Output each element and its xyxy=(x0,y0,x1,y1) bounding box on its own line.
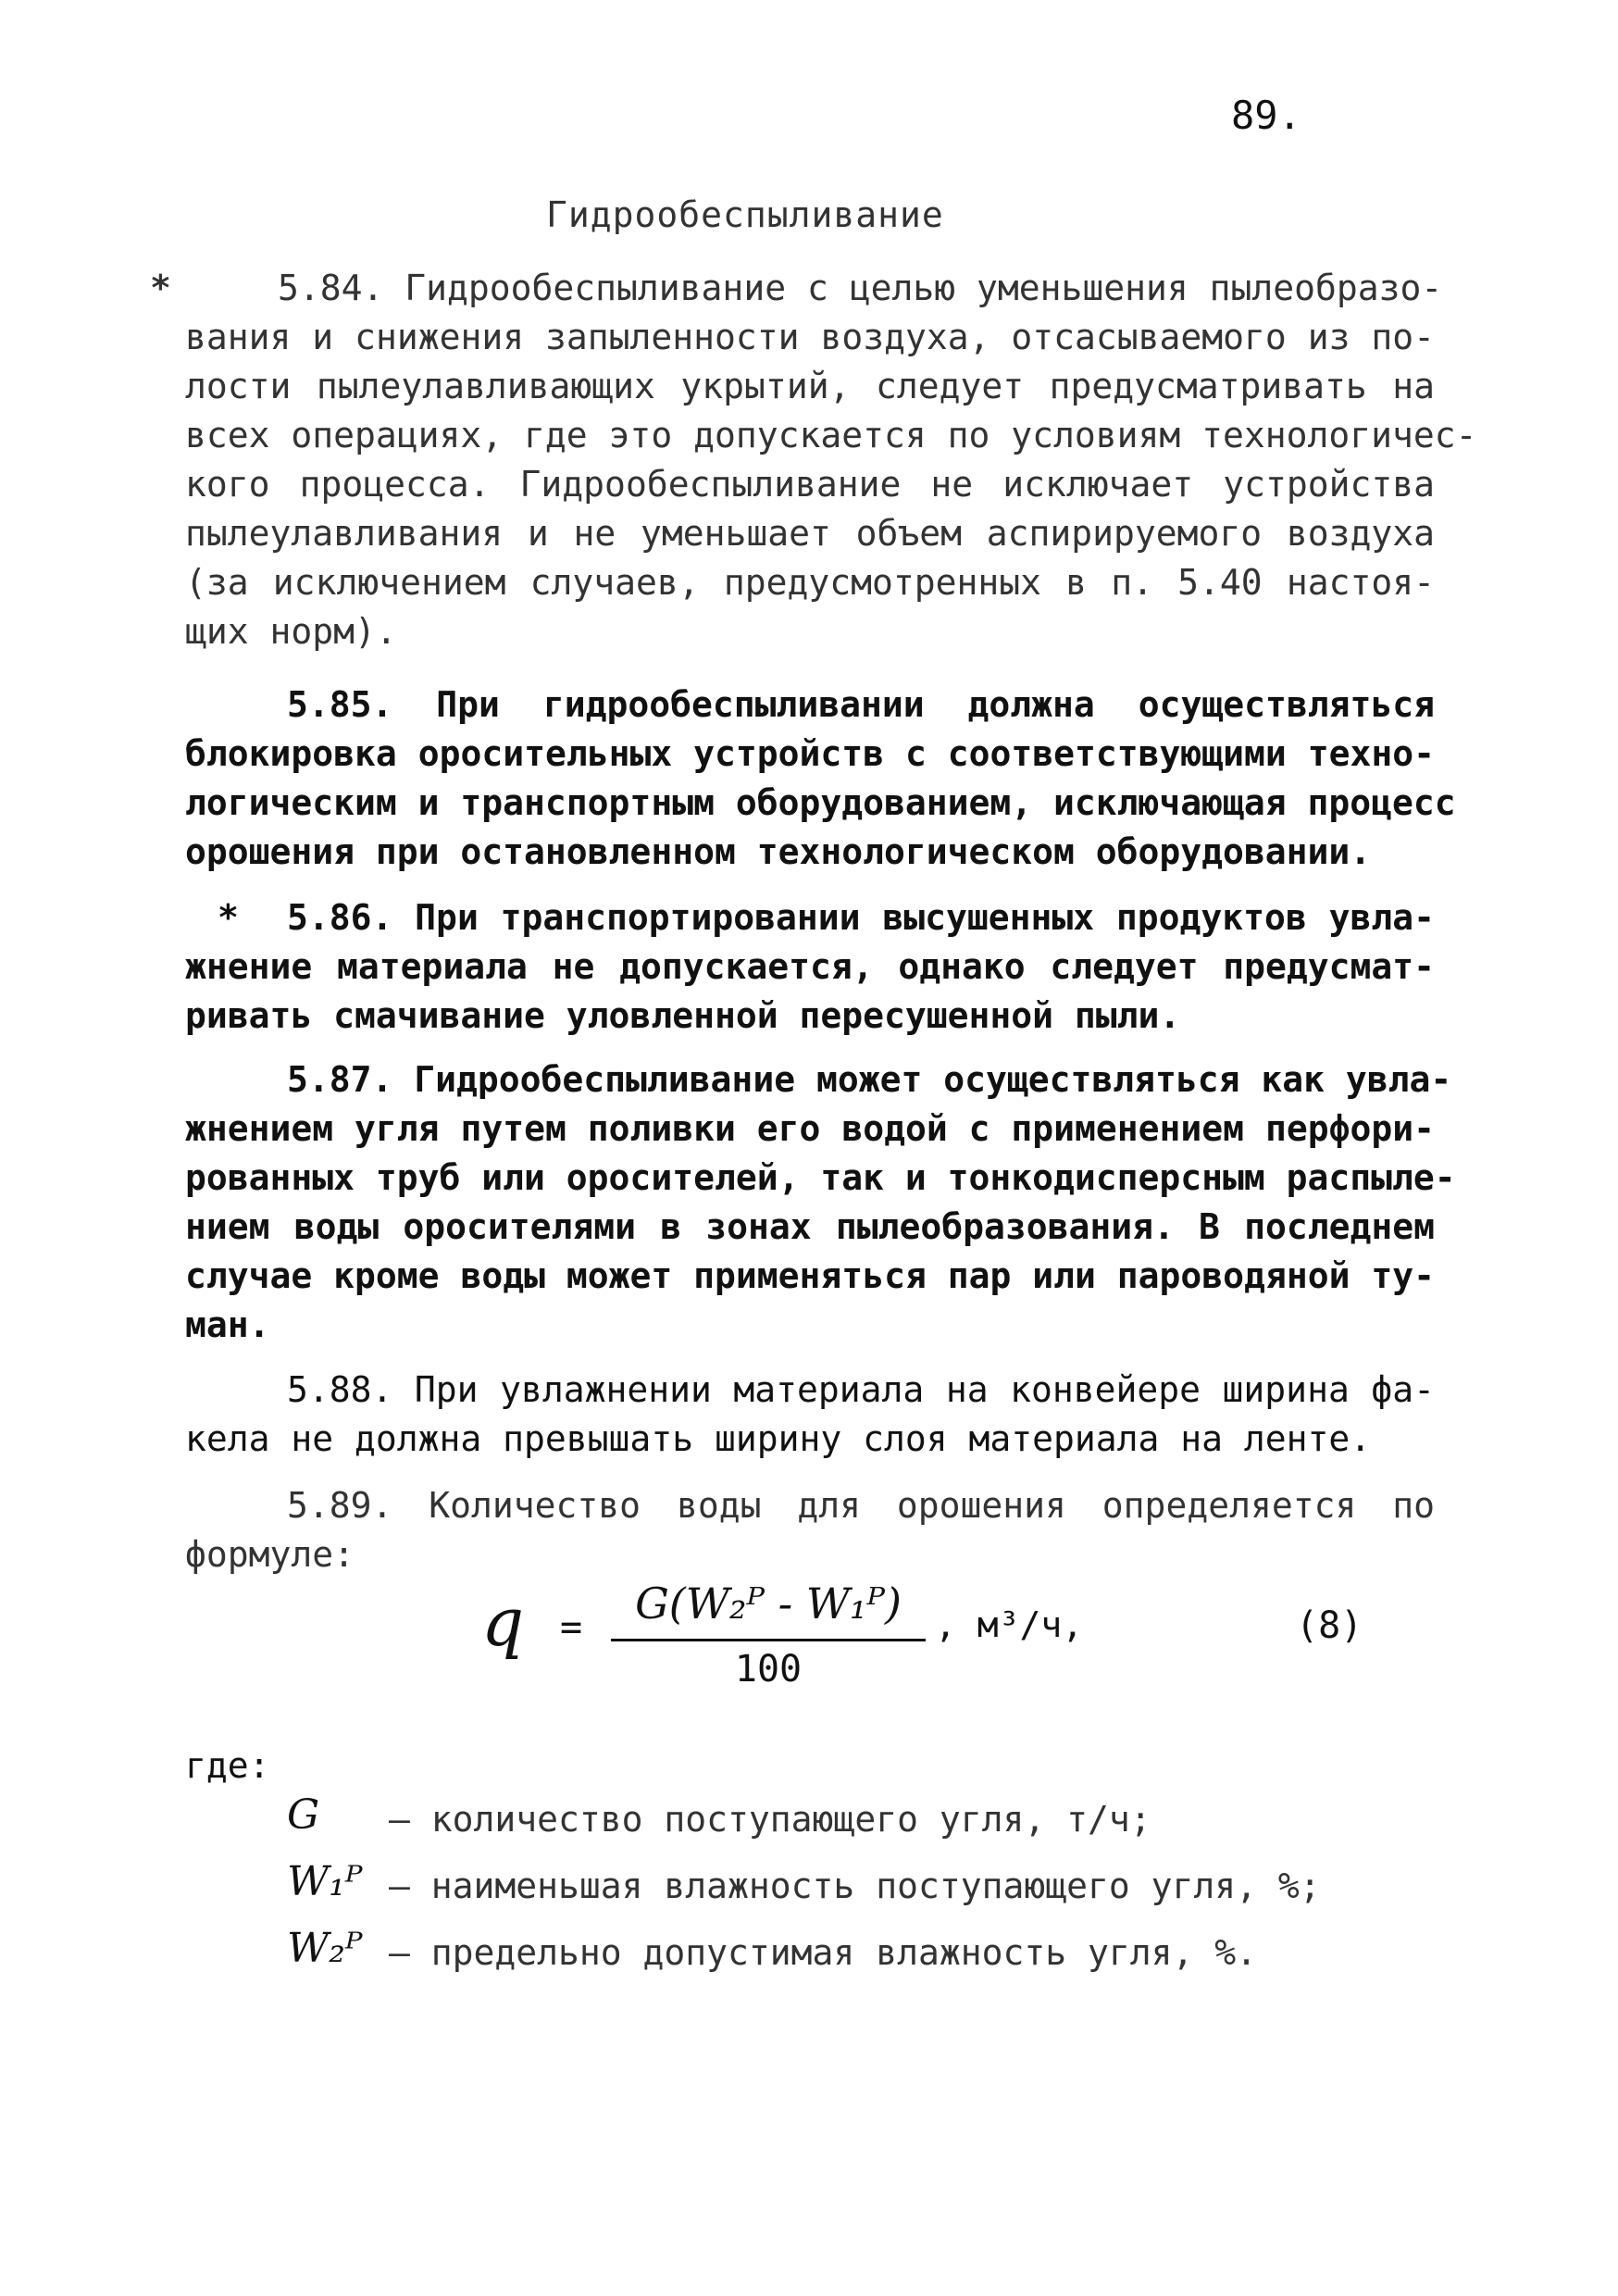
paragraph-5-87 xyxy=(185,1055,1456,1350)
text-line: случае кроме воды может применяться пар или пароводяной ту- xyxy=(185,1255,1435,1296)
text-line: вания и снижения запыленности воздуха, отсасываемого из по- xyxy=(185,317,1435,357)
formula-number: (8) xyxy=(1296,1604,1363,1647)
formula-8 xyxy=(481,1578,1407,1708)
text-line: ривать смачивание уловленной пересушенной пыли. xyxy=(185,995,1181,1036)
revision-star: * xyxy=(150,268,171,308)
text-line: 5.86. При транспортировании высушенных продуктов увла- xyxy=(287,897,1435,938)
paragraph-5-84 xyxy=(150,264,1477,656)
definition-symbol: W₁ᴾ xyxy=(287,1858,363,1905)
paragraph-5-86 xyxy=(185,893,1435,1041)
text-line: ман. xyxy=(185,1304,270,1345)
text-line: 5.87. Гидрообеспыливание может осуществляться как увла- xyxy=(287,1059,1452,1100)
text-line: всех операциях, где это допускается по условиям технологичес- xyxy=(185,415,1477,455)
definition-symbol: G xyxy=(287,1791,320,1839)
definition-symbol: W₂ᴾ xyxy=(287,1925,363,1972)
fraction-bar xyxy=(611,1639,926,1641)
text-line: 5.89. Количество воды для орошения определяется по xyxy=(287,1485,1435,1526)
text-line: 5.85. При гидрообеспыливании должна осуществляться xyxy=(287,684,1435,725)
text-line: пылеулавливания и не уменьшает объем аспирируемого воздуха xyxy=(185,513,1435,554)
text-line: лости пылеулавливающих укрытий, следует предусматривать на xyxy=(185,366,1435,406)
where-label: где: xyxy=(185,1745,270,1786)
definition-text: – наименьшая влажность поступающего угля, %; xyxy=(389,1866,1321,1906)
definition-text: – предельно допустимая влажность угля, %. xyxy=(389,1932,1257,1973)
text-line: нием воды оросителями в зонах пылеобразования. В последнем xyxy=(185,1206,1435,1247)
text-line: (за исключением случаев, предусмотренных в п. 5.40 настоя- xyxy=(185,562,1435,603)
formula-numerator: G(W₂ᴾ - W₁ᴾ) xyxy=(635,1578,902,1628)
text-line: 5.84. Гидрообеспыливание с целью уменьшения пылеобразо- xyxy=(278,268,1443,308)
definition-text: – количество поступающего угля, т/ч; xyxy=(389,1799,1151,1840)
text-line: блокировка оросительных устройств с соответствующими техно- xyxy=(185,733,1435,774)
revision-star: * xyxy=(218,897,239,938)
text-line: формуле: xyxy=(185,1534,355,1575)
text-line: щих норм). xyxy=(185,611,397,652)
paragraph-5-88 xyxy=(185,1366,1435,1464)
formula-equals: = xyxy=(560,1606,583,1649)
text-line: рованных труб или оросителей, так и тонкодисперсным распыле- xyxy=(185,1157,1456,1198)
section-heading: Гидрообеспыливание xyxy=(546,194,944,235)
text-line: кела не должна превышать ширину слоя материала на ленте. xyxy=(185,1418,1372,1459)
formula-unit: , м³/ч, xyxy=(935,1604,1084,1645)
text-line: жнение материала не допускается, однако следует предусмат- xyxy=(185,946,1435,987)
text-line: логическим и транспортным оборудованием, исключающая процесс xyxy=(185,782,1456,823)
text-line: жнением угля путем поливки его водой с применением перфори- xyxy=(185,1108,1435,1149)
formula-lhs: q xyxy=(481,1583,525,1661)
formula-denominator: 100 xyxy=(734,1648,803,1691)
text-line: кого процесса. Гидрообеспыливание не исключает устройства xyxy=(185,464,1435,505)
text-line: 5.88. При увлажнении материала на конвейере ширина фа- xyxy=(287,1369,1435,1410)
page-number: 89. xyxy=(1231,93,1301,138)
paragraph-5-89 xyxy=(185,1481,1435,1579)
paragraph-5-85 xyxy=(185,680,1456,877)
text-line: орошения при остановленном технологическом оборудовании. xyxy=(185,831,1372,872)
